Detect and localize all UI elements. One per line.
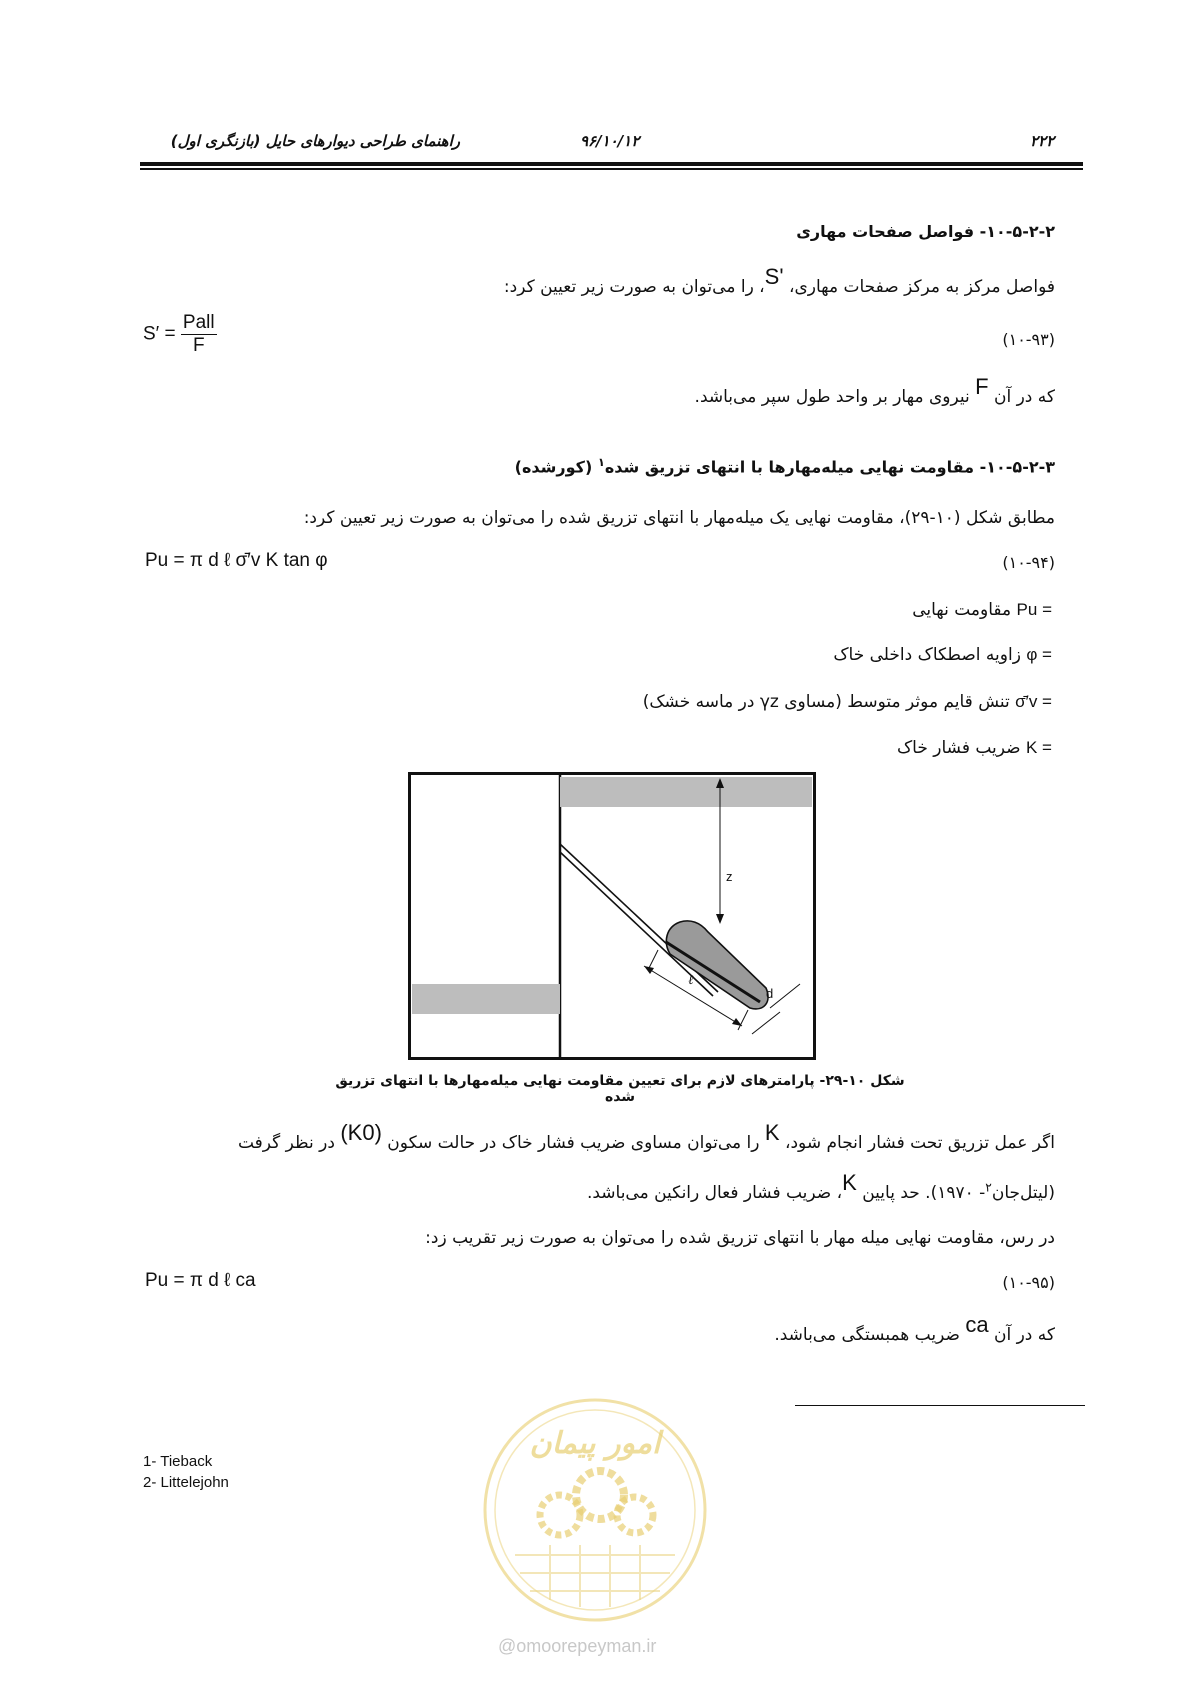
equation-lhs: S′ = — [143, 323, 176, 345]
footnote: 1- Tieback — [143, 1453, 213, 1470]
text-span: که در آن — [993, 1325, 1055, 1345]
text-span: را می‌توان مساوی ضریب فشار خاک در حالت سکون — [387, 1133, 760, 1153]
watermark-text: @omoorepeyman.ir — [498, 1636, 657, 1656]
paragraph — [586, 1170, 1055, 1204]
paragraph — [237, 1120, 1055, 1154]
definition-text: تنش قایم موثر متوسط (مساوی γz در ماسه خشک) — [642, 692, 1010, 712]
text-span: نیروی مهار بر واحد طول سپر می‌باشد. — [694, 387, 970, 407]
watermark-logo — [480, 1395, 710, 1625]
equation-94: Pu = π d ℓ σ̄′v K tan φ — [145, 550, 328, 571]
gear-icon — [576, 1471, 624, 1519]
d-label: d — [766, 986, 774, 1001]
text-span: - ۱۹۷۰). حد پایین — [862, 1183, 986, 1203]
text-span: که در آن — [993, 387, 1055, 407]
header-date: ۹۶/۱۰/۱۲ — [580, 132, 640, 150]
fraction-denominator: F — [192, 335, 205, 356]
definition-item — [833, 645, 1052, 665]
definition-item — [643, 692, 1052, 712]
text-span: ، را می‌توان به صورت زیر تعیین کرد: — [503, 277, 765, 297]
text-span: ، ضریب فشار فعال رانکین می‌باشد. — [586, 1183, 843, 1203]
definition-text: زاویه اصطکاک داخلی خاک — [833, 645, 1021, 665]
gear-icon — [617, 1497, 653, 1533]
page-number: ۲۲۲ — [1030, 132, 1055, 150]
symbol: ca — [965, 1312, 989, 1337]
l-label: ℓ — [688, 973, 694, 988]
text-span: در نظر گرفت — [237, 1133, 335, 1153]
text-span: ۱۰-۵-۲-۳- مقاومت نهایی میله‌مهارها با انتهای تزریق شده — [604, 457, 1055, 477]
header-rule-thick — [140, 162, 1083, 166]
definition-item — [897, 738, 1052, 758]
equation-number: (۱۰-۹۳) — [1002, 330, 1055, 349]
definition-text: مقاومت نهایی — [912, 600, 1012, 620]
excavation-base-layer — [412, 984, 560, 1014]
footnote-ref: ۲ — [985, 1180, 992, 1195]
text-span: (لیتل‌جان — [991, 1183, 1055, 1203]
z-label: z — [726, 869, 733, 884]
paragraph — [694, 374, 1055, 408]
definition-item — [912, 600, 1052, 620]
text-span: فواصل مرکز به مرکز صفحات مهاری، — [788, 277, 1055, 297]
footnote-ref: ۱ — [597, 455, 605, 469]
paragraph — [774, 1312, 1055, 1346]
figure-tieback-diagram — [408, 772, 816, 1060]
text-span: (کورشده) — [514, 457, 593, 477]
text-span: ضریب همبستگی می‌باشد. — [774, 1325, 960, 1345]
equation-number: (۱۰-۹۵) — [1002, 1273, 1055, 1292]
definition-symbol: K = — [1026, 738, 1052, 757]
figure-caption: شکل ۱۰-۲۹- پارامترهای لازم برای تعیین مقاومت نهایی میله‌مهارها با انتهای تزریق شده — [335, 1073, 905, 1105]
definition-symbol: φ = — [1026, 645, 1052, 664]
symbol: K — [764, 1120, 780, 1145]
symbol: S' — [764, 264, 784, 289]
brick-grid — [515, 1545, 675, 1607]
symbol: (K0) — [340, 1120, 382, 1145]
symbol: F — [975, 374, 989, 399]
footnote: 2- Littelejohn — [143, 1474, 229, 1491]
fraction — [181, 312, 217, 357]
figure-frame — [410, 774, 815, 1059]
equation-95: Pu = π d ℓ ca — [145, 1270, 256, 1291]
equation-number: (۱۰-۹۴) — [1002, 553, 1055, 572]
header-title: راهنمای طراحی دیوارهای حایل (بازنگری اول) — [170, 132, 460, 150]
logo-text: امور پیمان — [529, 1426, 661, 1461]
section-heading — [515, 455, 1055, 476]
text-span: اگر عمل تزریق تحت فشار انجام شود، — [785, 1133, 1055, 1153]
definition-text: ضریب فشار خاک — [896, 738, 1021, 758]
paragraph: در رس، مقاومت نهایی میله مهار با انتهای تزریق شده را می‌توان به صورت زیر تقریب زد: — [425, 1228, 1055, 1248]
top-soil-layer — [560, 777, 812, 807]
symbol: K — [842, 1170, 857, 1195]
paragraph: مطابق شکل (۱۰-۲۹)، مقاومت نهایی یک میله‌مهار با انتهای تزریق شده را می‌توان به صورت زیر تعیین کرد: — [303, 508, 1055, 528]
section-heading: ۱۰-۵-۲-۲- فواصل صفحات مهاری — [796, 222, 1055, 241]
footnote-rule — [795, 1405, 1085, 1406]
fraction-numerator: Pall — [182, 312, 215, 333]
definition-symbol: σ̄′v = — [1015, 692, 1052, 711]
definition-symbol: Pu = — [1016, 600, 1052, 619]
paragraph — [503, 264, 1055, 298]
header-rule-thin — [140, 168, 1083, 170]
equation-93 — [143, 312, 217, 357]
